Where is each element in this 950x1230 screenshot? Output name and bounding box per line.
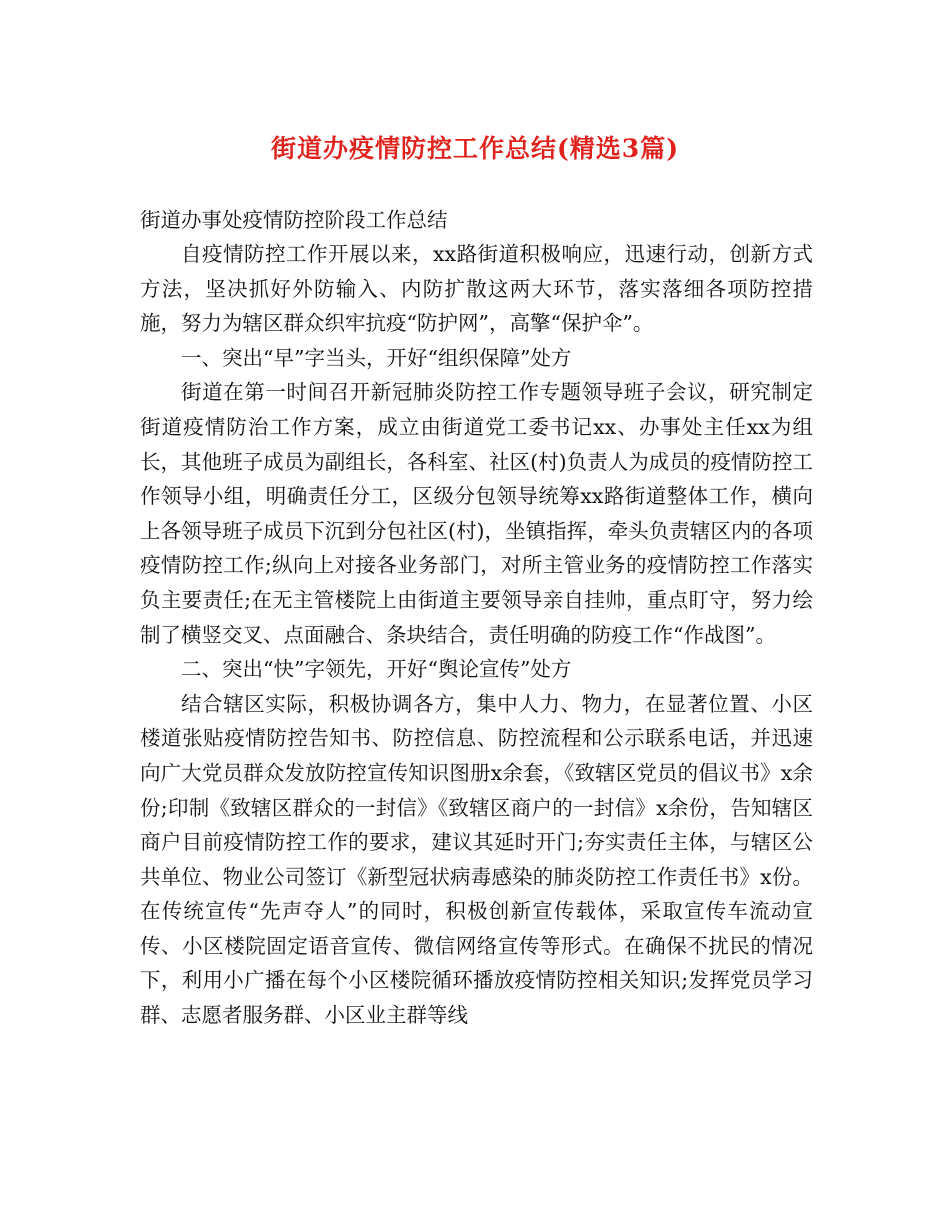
section-heading-2: 二、突出“快”字领先，开好“舆论宣传”处方 — [181, 657, 572, 682]
section-heading-1: 一、突出“早”字当头，开好“组织保障”处方 — [181, 345, 572, 370]
paragraph-intro: 自疫情防控工作开展以来，xx路街道积极响应，迅速行动，创新方式方法，坚决抓好外防输入、内防扩散这两大环节，落实落细各项防控措施，努力为辖区群众织牢抗疫“防护网”，高擎“保护伞”。 — [140, 242, 813, 336]
paragraph-section-2: 结合辖区实际，积极协调各方，集中人力、物力，在显著位置、小区楼道张贴疫情防控告知书、防控信息、防控流程和公示联系电话，并迅速向广大党员群众发放防控宣传知识图册x余套，《致辖区党员的倡议书》x余份;印制《致辖区群众的一封信》《致辖区商户的一封信》x余份，告知辖区商户目前疫情防控工作的要求，建议其延时开门;夯实责任主体，与辖区公共单位、物业公司签订《新型冠状病毒感染的肺炎防控工作责任书》x份。在传统宣传“先声夺人”的同时，积极创新宣传载体，采取宣传车流动宣传、小区楼院固定语音宣传、微信网络宣传等形式。在确保不扰民的情况下，利用小广播在每个小区楼院循环播放疫情防控相关知识;发挥党员学习群、志愿者服务群、小区业主群等线 — [140, 691, 813, 1028]
document-subtitle: 街道办事处疫情防控阶段工作总结 — [140, 208, 448, 232]
document-title: 街道办疫情防控工作总结(精选3篇) — [270, 134, 680, 163]
document-body — [140, 203, 813, 1033]
paragraph-section-1: 街道在第一时间召开新冠肺炎防控工作专题领导班子会议，研究制定街道疫情防治工作方案，成立由街道党工委书记xx、办事处主任xx为组长，其他班子成员为副组长，各科室、社区(村)负责人为成员的疫情防控工作领导小组，明确责任分工，区级分包领导统筹xx路街道整体工作，横向上各领导班子成员下沉到分包社区(村)，坐镇指挥，牵头负责辖区内的各项疫情防控工作;纵向上对接各业务部门，对所主管业务的疫情防控工作落实负主要责任;在无主管楼院上由街道主要领导亲自挂帅，重点盯守，努力绘制了横竖交叉、点面融合、条块结合，责任明确的防疫工作“作战图”。 — [140, 380, 813, 647]
